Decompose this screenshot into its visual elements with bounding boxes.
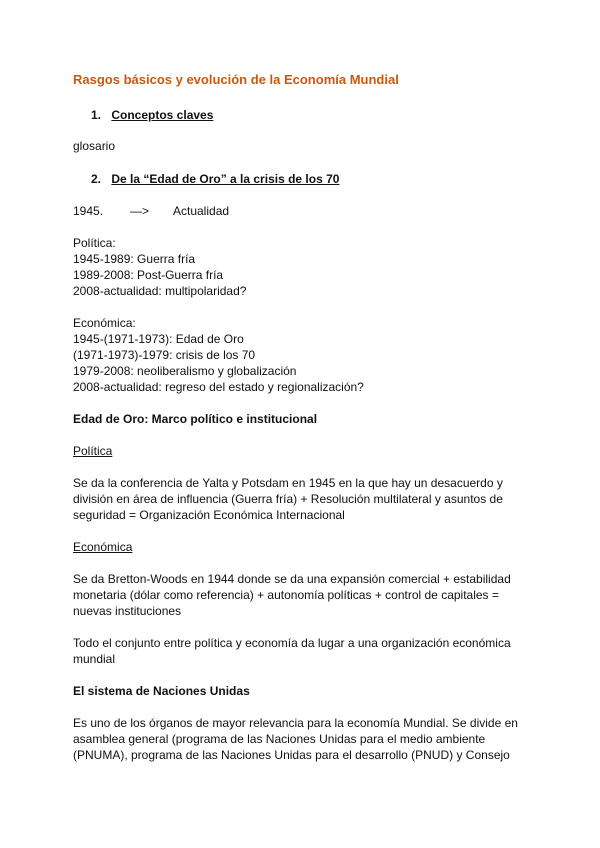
economica-line: 1979-2008: neoliberalismo y globalización — [73, 364, 297, 378]
timeline-arrow: —> — [130, 204, 150, 218]
naciones-unidas-heading: El sistema de Naciones Unidas — [73, 684, 250, 698]
politica-line: 2008-actualidad: multipolaridad? — [73, 284, 247, 298]
economica-paragraph-line: nuevas instituciones — [73, 604, 182, 618]
politica-line: 1989-2008: Post-Guerra fría — [73, 268, 224, 282]
section-1-heading — [91, 107, 213, 123]
economica-line: 2008-actualidad: regreso del estado y regionalización? — [73, 380, 364, 394]
timeline-start: 1945. — [73, 204, 104, 218]
timeline-end: Actualidad — [173, 204, 230, 218]
conjunto-paragraph-line: Todo el conjunto entre política y economía da lugar a una organización económica — [73, 636, 511, 650]
edad-oro-heading: Edad de Oro: Marco político e institucional — [73, 412, 318, 426]
politica-paragraph-line: división en área de influencia (Guerra fría) + Resolución multilateral y asuntos de — [73, 492, 503, 506]
economica-line: 1945-(1971-1973): Edad de Oro — [73, 332, 244, 346]
economica-line: (1971-1973)-1979: crisis de los 70 — [73, 348, 256, 362]
naciones-paragraph-line: (PNUMA), programa de las Naciones Unidas para el desarrollo (PNUD) y Consejo — [73, 748, 510, 762]
timeline-line — [73, 203, 273, 219]
section-1-label: Conceptos claves — [111, 108, 214, 122]
economica-block-heading: Económica: — [73, 316, 136, 330]
section-2-label: De la “Edad de Oro” a la crisis de los 70 — [111, 172, 340, 186]
economica-subheading: Económica — [73, 540, 133, 554]
naciones-paragraph-line: Es uno de los órganos de mayor relevancia para la economía Mundial. Se divide en — [73, 716, 518, 730]
economica-paragraph-line: monetaria (dólar como referencia) + autonomía políticas + control de capitales = — [73, 588, 499, 602]
section-1-number: 1. — [91, 108, 102, 122]
glosario-text: glosario — [73, 139, 116, 153]
document-title: Rasgos básicos y evolución de la Economía Mundial — [73, 72, 399, 87]
conjunto-paragraph-line: mundial — [73, 652, 116, 666]
section-2-number: 2. — [91, 172, 102, 186]
politica-subheading: Política — [73, 444, 113, 458]
politica-paragraph-line: seguridad = Organización Económica Internacional — [73, 508, 345, 522]
politica-block-heading: Política: — [73, 236, 116, 250]
politica-line: 1945-1989: Guerra fría — [73, 252, 196, 266]
politica-paragraph-line: Se da la conferencia de Yalta y Potsdam en 1945 en la que hay un desacuerdo y — [73, 476, 503, 490]
economica-paragraph-line: Se da Bretton-Woods en 1944 donde se da una expansión comercial + estabilidad — [73, 572, 511, 586]
section-2-heading — [91, 171, 339, 187]
naciones-paragraph-line: asamblea general (programa de las Naciones Unidas para el medio ambiente — [73, 732, 486, 746]
